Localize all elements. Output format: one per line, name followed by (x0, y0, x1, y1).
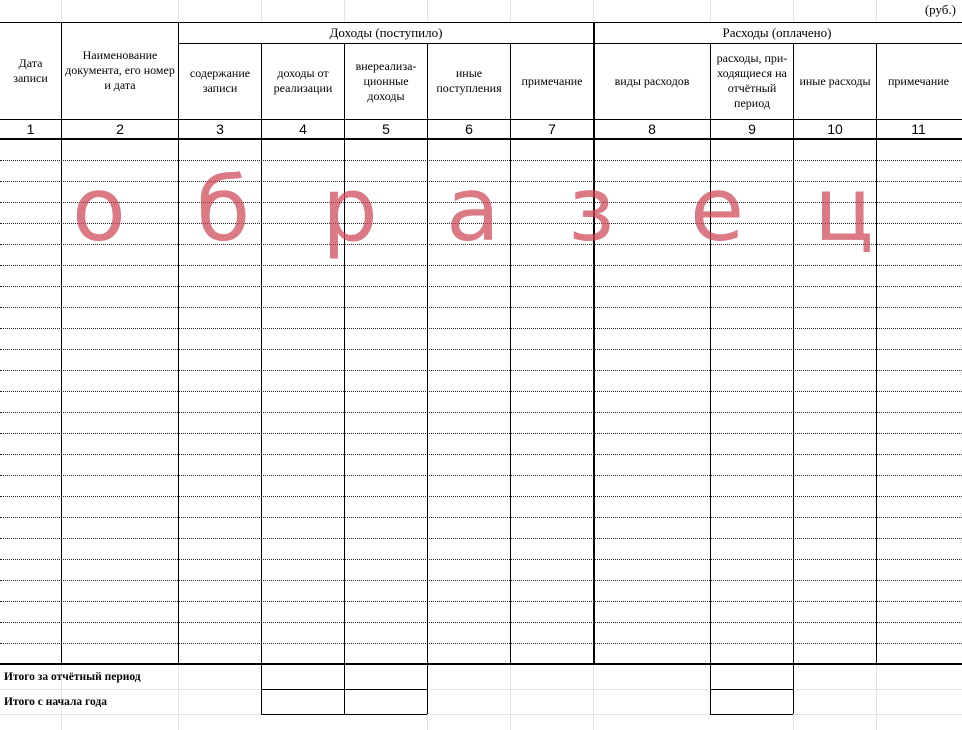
spreadsheet-gridline (793, 0, 794, 22)
column-number: 11 (911, 120, 926, 137)
header-other-expenses: иные расходы (799, 73, 871, 88)
spreadsheet-gridline (876, 0, 877, 22)
total-box-border (710, 714, 793, 715)
watermark-letter: р (322, 158, 378, 261)
spreadsheet-gridline (61, 714, 62, 730)
table-row (0, 433, 962, 434)
header-period-expenses: расходы, при-ходящиеся на отчётный период (716, 51, 788, 110)
spreadsheet-gridline (427, 689, 710, 690)
column-number: 2 (116, 120, 124, 137)
column-number: 6 (465, 120, 473, 137)
table-row (0, 265, 962, 266)
table-row (0, 370, 962, 371)
watermark-letter: е (690, 158, 745, 261)
table-row (0, 580, 962, 581)
watermark-letter: а (446, 158, 500, 261)
total-year-label: Итого с начала года (4, 695, 107, 708)
table-row (0, 391, 962, 392)
table-row (0, 454, 962, 455)
table-row (0, 622, 962, 623)
total-box-border (427, 664, 428, 714)
column-number: 4 (299, 120, 307, 137)
income-group-header: Доходы (поступило) (329, 25, 443, 40)
spreadsheet-gridline (593, 0, 594, 22)
spreadsheet-gridline (61, 0, 62, 22)
spreadsheet-gridline (593, 714, 594, 730)
header-expense-types: виды расходов (614, 73, 690, 88)
spreadsheet-gridline (710, 0, 711, 22)
header-sales-income: доходы от реализации (273, 66, 333, 95)
table-row (0, 643, 962, 644)
total-box-border (793, 664, 794, 714)
spreadsheet-gridline (793, 714, 794, 730)
header-other-receipts: иные поступления (436, 66, 502, 95)
total-box-border (710, 689, 793, 690)
table-row (0, 601, 962, 602)
expenses-group-header: Расходы (оплачено) (722, 25, 832, 40)
column-number: 5 (382, 120, 390, 137)
spreadsheet-gridline (344, 0, 345, 22)
header-non-operating-income: внереализа-ционные доходы (355, 58, 417, 103)
spreadsheet-gridline (178, 0, 179, 22)
table-row (0, 328, 962, 329)
table-row (0, 538, 962, 539)
header-document-name: Наименование документа, его номер и дата (65, 48, 175, 92)
spreadsheet-gridline (793, 689, 962, 690)
spreadsheet-gridline (876, 714, 877, 730)
total-box-border (261, 689, 427, 690)
table-row (0, 475, 962, 476)
table-row (0, 286, 962, 287)
table-row (0, 496, 962, 497)
spreadsheet-gridline (0, 714, 962, 715)
spreadsheet-gridline (178, 714, 179, 730)
column-number: 10 (827, 120, 843, 137)
table-row (0, 412, 962, 413)
header-record-content: содержание записи (189, 66, 251, 95)
unit-label: (руб.) (924, 2, 956, 17)
spreadsheet-gridline (261, 0, 262, 22)
column-number: 3 (216, 120, 224, 137)
header-income-note: примечание (521, 73, 583, 88)
header-record-date: Дата записи (13, 55, 48, 85)
table-row (0, 559, 962, 560)
column-number: 8 (648, 120, 656, 137)
column-number: 1 (26, 120, 35, 137)
watermark-letter: б (196, 158, 251, 261)
spreadsheet-gridline (427, 714, 428, 730)
total-period-label: Итого за отчётный период (4, 671, 141, 683)
spreadsheet-gridline (427, 0, 428, 22)
table-row (0, 517, 962, 518)
watermark-letter: ц (814, 158, 874, 261)
header-expense-note: примечание (888, 73, 949, 88)
column-number: 9 (748, 120, 756, 137)
table-row (0, 349, 962, 350)
table-row (0, 307, 962, 308)
spreadsheet-gridline (510, 0, 511, 22)
total-box-border (261, 714, 427, 715)
watermark-letter: о (72, 158, 126, 261)
watermark-letter: з (568, 158, 615, 261)
spreadsheet-gridline (510, 714, 511, 730)
column-number: 7 (548, 120, 556, 137)
